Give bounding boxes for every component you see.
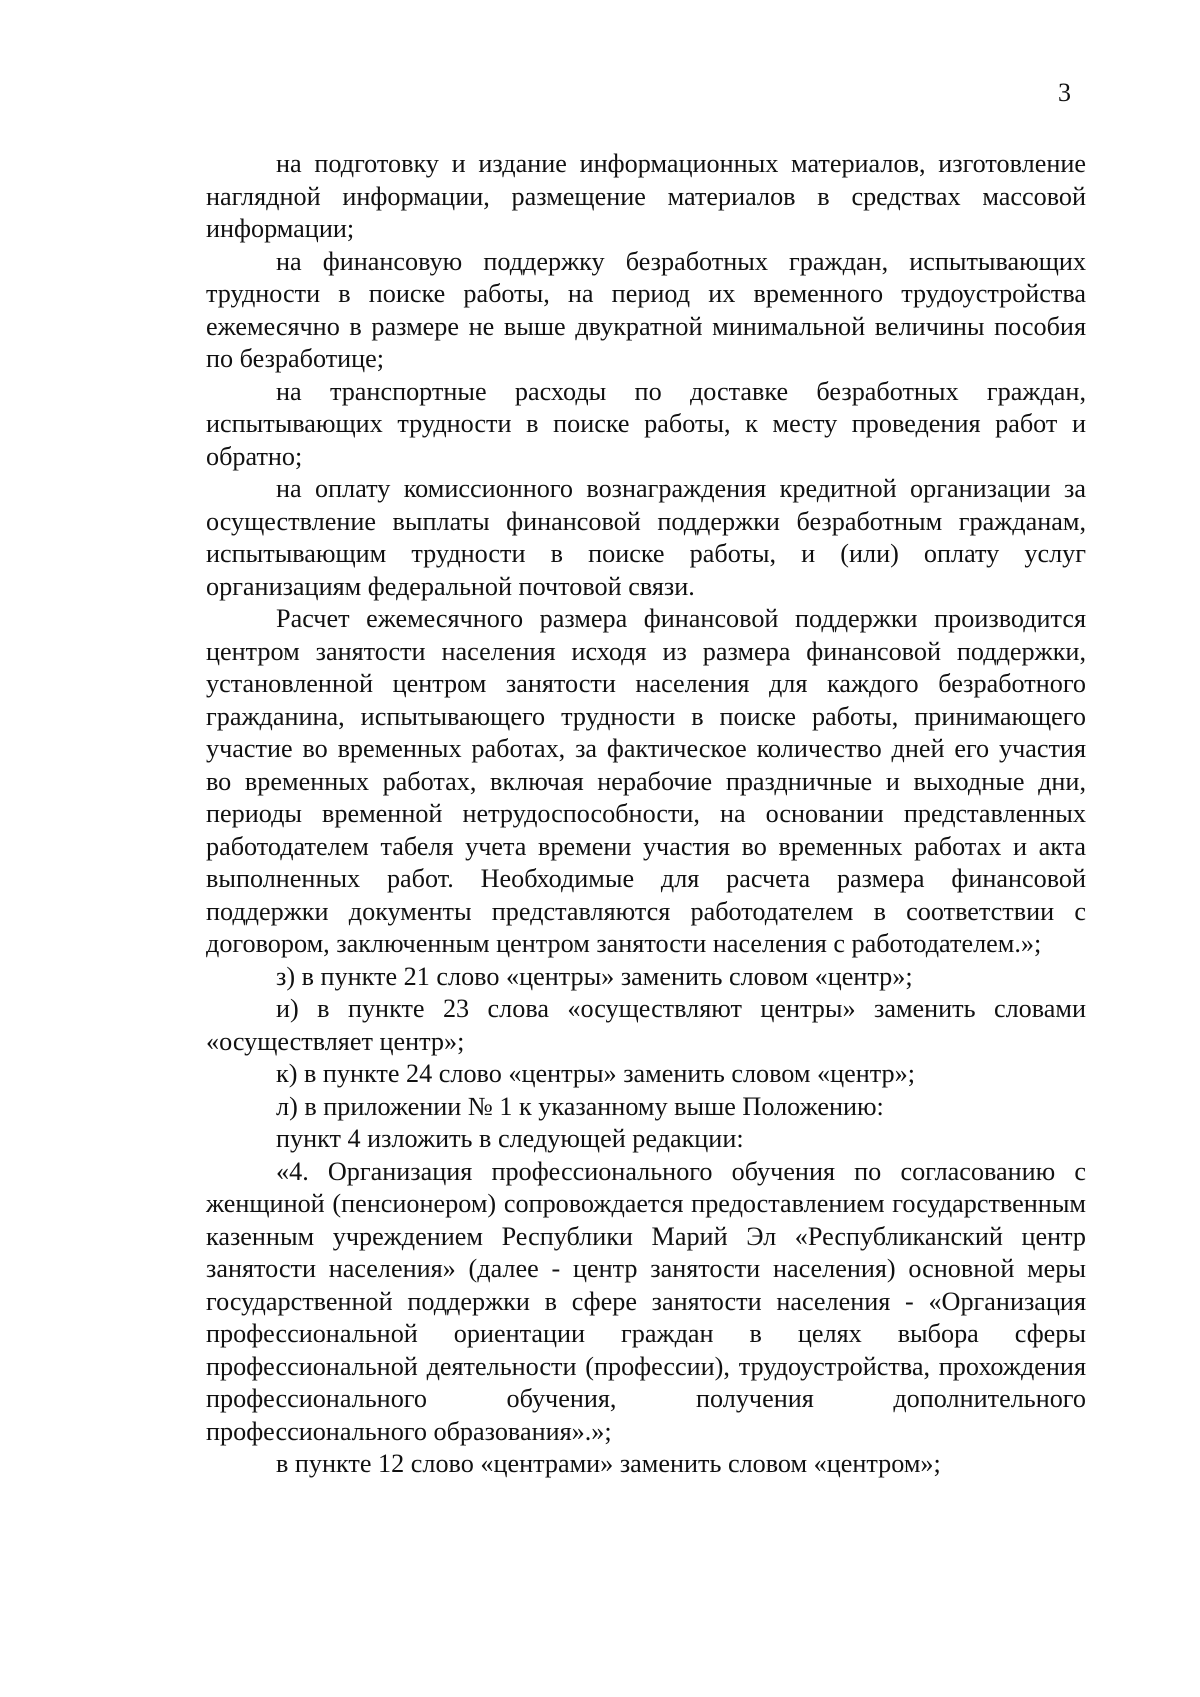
- paragraph-item-i: и) в пункте 23 слова «осуществляют центры» заменить словами «осуществляет центр»;: [206, 994, 1086, 1056]
- paragraph-item-l: л) в приложении № 1 к указанному выше Положению:: [276, 1091, 884, 1121]
- paragraph-point-4-intro: пункт 4 изложить в следующей редакции:: [276, 1124, 744, 1153]
- paragraph-financial-support: на финансовую поддержку безработных граждан, испытывающих трудности в поиске работы, на период их временного трудоустройства ежемесячно в размере не выше двукратной минимальной величины пособия по безработице;: [206, 246, 1086, 373]
- document-body: [206, 148, 1086, 1481]
- paragraph-commission-fee: на оплату комиссионного вознаграждения кредитной организации за осуществление выплаты финансовой поддержки безработным гражданам, испытывающим трудности в поиске работы, и (или) оплату услуг организациям федеральной почтовой связи.: [206, 474, 1086, 601]
- paragraph-point-4-text: «4. Организация профессионального обучения по согласованию с женщиной (пенсионером) сопровождается предоставлением государственным казенным учреждением Республики Марий Эл «Республиканский центр занятости населения» (далее - центр занятости населения) основной меры государственной поддержки в сфере занятости населения - «Организация профессиональной ориентации граждан в целях выбора сферы профессиональной деятельности (профессии), трудоустройства, прохождения профессионального обучения, получения дополнительного профессионального образования».»;: [206, 1156, 1086, 1446]
- paragraph-item-k: к) в пункте 24 слово «центры» заменить словом «центр»;: [276, 1059, 915, 1088]
- page-number: 3: [1058, 78, 1071, 107]
- paragraph-support-calculation: Расчет ежемесячного размера финансовой поддержки производится центром занятости населения исходя из размера финансовой поддержки, установленной центром занятости населения для каждого безработного гражданина, испытывающего трудности в поиске работы, принимающего участие во временных работах, за фактическое количество дней его участия во временных работах, включая нерабочие праздничные и выходные дни, периоды временной нетрудоспособности, на основании представленных работодателем табеля учета времени участия во временных работах и акта выполненных работ. Необходимые для расчета размера финансовой поддержки документы представляются работодателем в соответствии с договором, заключенным центром занятости населения с работодателем.»;: [206, 604, 1086, 958]
- paragraph-item-z: з) в пункте 21 слово «центры» заменить словом «центр»;: [276, 961, 913, 991]
- paragraph-info-materials: на подготовку и издание информационных материалов, изготовление наглядной информации, размещение материалов в средствах массовой информации;: [206, 149, 1086, 243]
- paragraph-transport-costs: на транспортные расходы по доставке безработных граждан, испытывающих трудности в поиске работы, к месту проведения работ и обратно;: [206, 376, 1086, 471]
- paragraph-point-12: в пункте 12 слово «центрами» заменить словом «центром»;: [276, 1449, 941, 1478]
